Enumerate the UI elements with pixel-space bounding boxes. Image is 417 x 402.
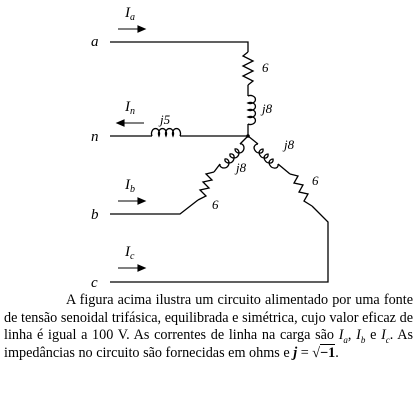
caption-ib: $I_b$ [356,327,366,345]
resistor-b [198,172,214,200]
inductor-n [152,129,181,136]
node-label-a: a [91,34,99,50]
impedance-label-c-inductor: j8 [284,137,295,152]
caption-text-2: . As impedâncias no circuito são fornecidas em ohms e [4,327,414,361]
node-label-b: b [91,207,99,223]
arrowhead-ia-icon [138,26,145,32]
caption-sqrt: √−1 [312,344,336,361]
wire-b-mid [214,164,220,172]
wire-a [110,42,248,52]
resistor-c [290,174,312,206]
inductor-c [254,144,278,168]
impedance-label-c-resistor: 6 [312,173,319,188]
inductor-a [248,96,255,125]
caption-ia: $I_a$ [338,327,348,345]
caption-j-symbol: j [293,344,298,361]
current-label-ia: $I_a$ [125,5,135,23]
arrowhead-ic-icon [138,265,145,271]
node-label-c: c [91,275,98,290]
center-node [246,134,250,138]
wire-c [110,206,328,282]
wire-center-c [248,136,258,144]
arrowhead-ib-icon [138,198,145,204]
current-label-ic: $I_c$ [125,244,135,262]
resistor-a [243,52,253,85]
problem-caption: A figura acima ilustra um circuito alimentado por uma fonte de tensão senoidal trifásica, equilibrada e simétrica, cujo valor eficaz de linha é igual a 100 V. As correntes de linha na carga são $I_a$, $I_b$ e $I_c$. As impedâncias no circuito são fornecidas em ohms e j = √−1. [4,292,414,361]
current-label-in: $I_n$ [125,99,135,117]
arrowhead-in-icon [117,120,124,126]
current-label-ib: $I_b$ [125,177,135,195]
impedance-label-a-resistor: 6 [262,60,269,75]
impedance-label-n-inductor: j5 [160,112,171,127]
impedance-label-a-inductor: j8 [262,101,273,116]
wire-c-mid [278,164,290,174]
caption-ic: $I_c$ [381,327,390,345]
node-label-n: n [91,129,99,145]
impedance-label-b-inductor: j8 [236,160,247,175]
wire-b [110,200,198,214]
impedance-label-b-resistor: 6 [212,197,219,212]
caption-text-1: A figura acima ilustra um circuito alimentado por uma fonte de tensão senoidal trifásica, equilibrada e simétrica, cujo valor eficaz de linha é igual a 100 V. As correntes de linha na carga são [4,292,413,343]
